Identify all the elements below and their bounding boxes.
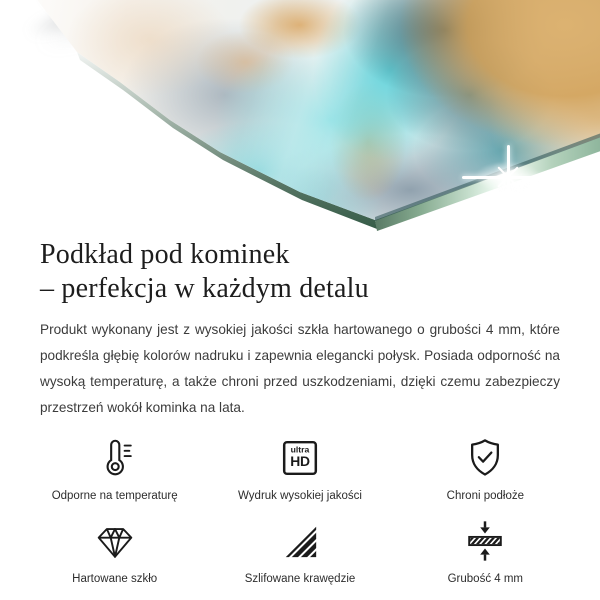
feature-protects-floor: [393, 435, 578, 502]
page-title: [40, 238, 560, 306]
ultra-hd-icon-text-bottom: HD: [290, 453, 310, 470]
polished-edges-icon: [277, 518, 323, 564]
ultra-hd-icon-text-top: ultra: [290, 444, 310, 455]
ultra-hd-icon: [277, 435, 323, 481]
feature-label: Szlifowane krawędzie: [244, 573, 356, 585]
feature-tempered-glass: [22, 518, 207, 585]
feature-label: Wydruk wysokiej jakości: [238, 490, 362, 502]
page-title-line1: Podkład pod kominek: [40, 239, 290, 270]
feature-label: Hartowane szkło: [72, 573, 158, 585]
feature-polished-edges: [207, 518, 392, 585]
diamond-icon: [92, 518, 138, 564]
feature-label: Odporne na temperaturę: [51, 490, 178, 502]
feature-label: Chroni podłoże: [446, 490, 524, 502]
features-grid: [22, 435, 578, 585]
feature-thickness-4mm: [393, 518, 578, 585]
product-hero-image: [0, 0, 600, 232]
page-title-line2: – perfekcja w każdym detalu: [40, 273, 369, 304]
shield-check-icon: [462, 435, 508, 481]
feature-print-quality: [207, 435, 392, 502]
thermometer-icon: [92, 435, 138, 481]
feature-temperature-resistant: [22, 435, 207, 502]
product-description: Produkt wykonany jest z wysokiej jakości szkła hartowanego o grubości 4 mm, które podkreśla głębię kolorów nadruku i zapewnia elegancki połysk. Posiada odporność na wysoką temperaturę, a także chroni przed uszkodzeniami, dzięki czemu zabezpieczy przestrzeń wokół kominka na lata.: [40, 322, 560, 415]
feature-label: Grubość 4 mm: [447, 573, 524, 585]
thickness-compress-icon: [462, 518, 508, 564]
